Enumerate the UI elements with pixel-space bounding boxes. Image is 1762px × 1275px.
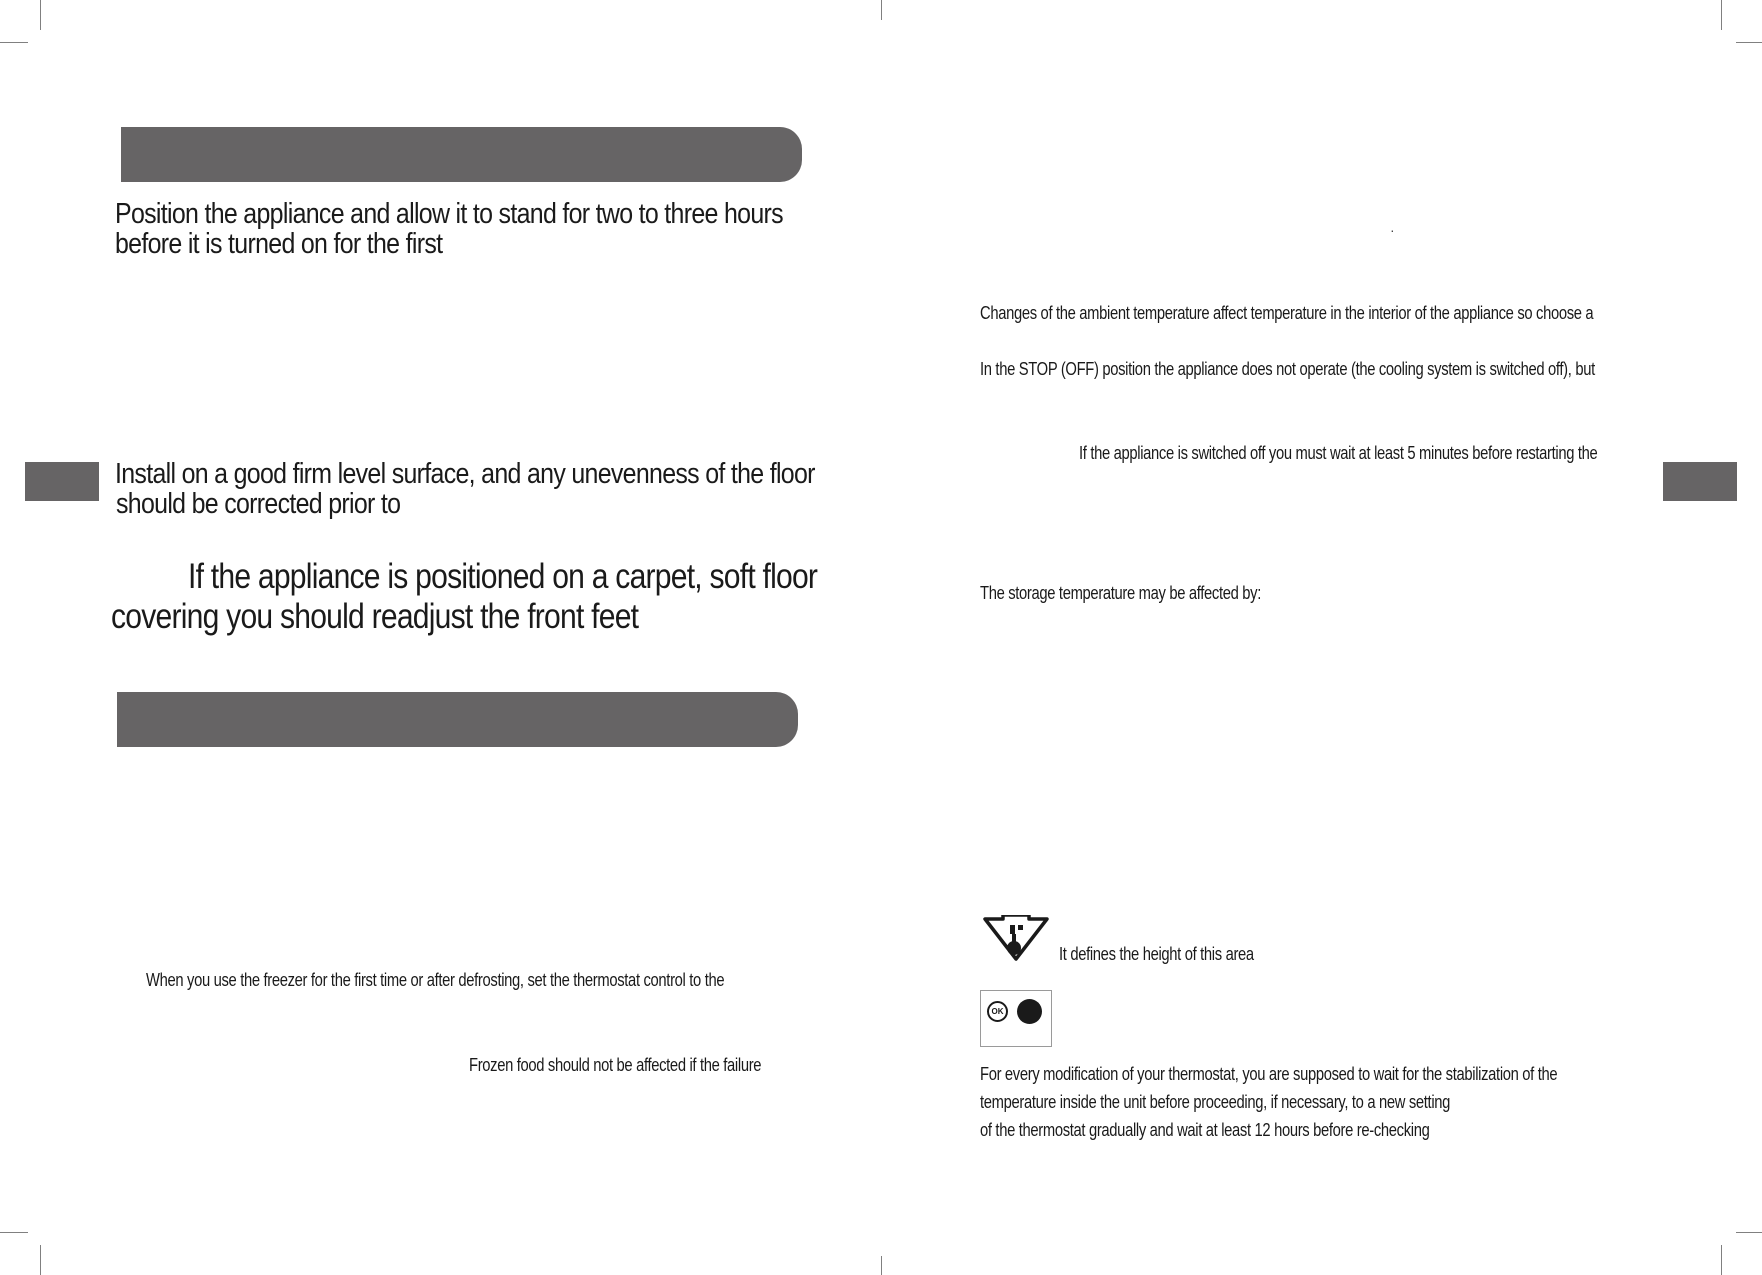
position-paragraph-line-2: before it is turned on for the first	[115, 228, 443, 260]
height-definition-text: It defines the height of this area	[1059, 944, 1254, 964]
storage-temperature-text: The storage temperature may be affected by:	[980, 583, 1261, 603]
crop-mark	[40, 1245, 41, 1275]
page-edge-tab	[1663, 462, 1737, 501]
crop-mark	[0, 42, 28, 43]
crop-mark	[1736, 1232, 1762, 1233]
page-edge-tab	[25, 462, 99, 501]
install-paragraph-line-2: should be corrected prior to	[116, 488, 401, 520]
stop-position-text: In the STOP (OFF) position the appliance does not operate (the cooling system is switched off), but	[980, 359, 1595, 379]
install-paragraph-line-1: Install on a good firm level surface, and any unevenness of the floor	[115, 458, 815, 490]
crop-mark	[881, 1256, 882, 1275]
ok-indicator-icon	[980, 990, 1052, 1047]
filled-dot-icon	[1017, 999, 1042, 1024]
crop-mark	[1736, 42, 1762, 43]
thermostat-paragraph-line-1: For every modification of your thermostat, you are supposed to wait for the stabilization of the	[980, 1064, 1558, 1084]
switched-off-text: If the appliance is switched off you must wait at least 5 minutes before restarting the	[1079, 443, 1598, 463]
crop-mark	[1721, 1245, 1722, 1275]
carpet-paragraph-line-2: covering you should readjust the front feet	[111, 597, 639, 636]
crop-mark	[881, 0, 882, 20]
crop-mark	[1721, 0, 1722, 30]
crop-mark	[40, 0, 41, 30]
ok-circle-icon	[987, 1001, 1008, 1022]
position-paragraph-line-1: Position the appliance and allow it to stand for two to three hours	[115, 198, 783, 230]
coldest-zone-height-icon	[982, 915, 1050, 967]
ok-label: OK	[991, 1007, 1004, 1016]
ambient-temperature-text: Changes of the ambient temperature affect temperature in the interior of the appliance so choose a	[980, 303, 1594, 323]
frozen-food-text: Frozen food should not be affected if the failure	[469, 1055, 762, 1075]
section-header-bar	[117, 692, 798, 747]
crop-mark	[0, 1232, 28, 1233]
freezer-first-use-text: When you use the freezer for the first time or after defrosting, set the thermostat control to the	[146, 970, 725, 990]
thermostat-paragraph-line-2: temperature inside the unit before proceeding, if necessary, to a new setting	[980, 1092, 1451, 1112]
stray-dot: ·	[1390, 222, 1395, 238]
thermostat-paragraph-line-3: of the thermostat gradually and wait at least 12 hours before re-checking	[980, 1120, 1430, 1140]
carpet-paragraph-line-1: If the appliance is positioned on a carpet, soft floor	[188, 557, 818, 596]
section-header-bar	[121, 127, 802, 182]
